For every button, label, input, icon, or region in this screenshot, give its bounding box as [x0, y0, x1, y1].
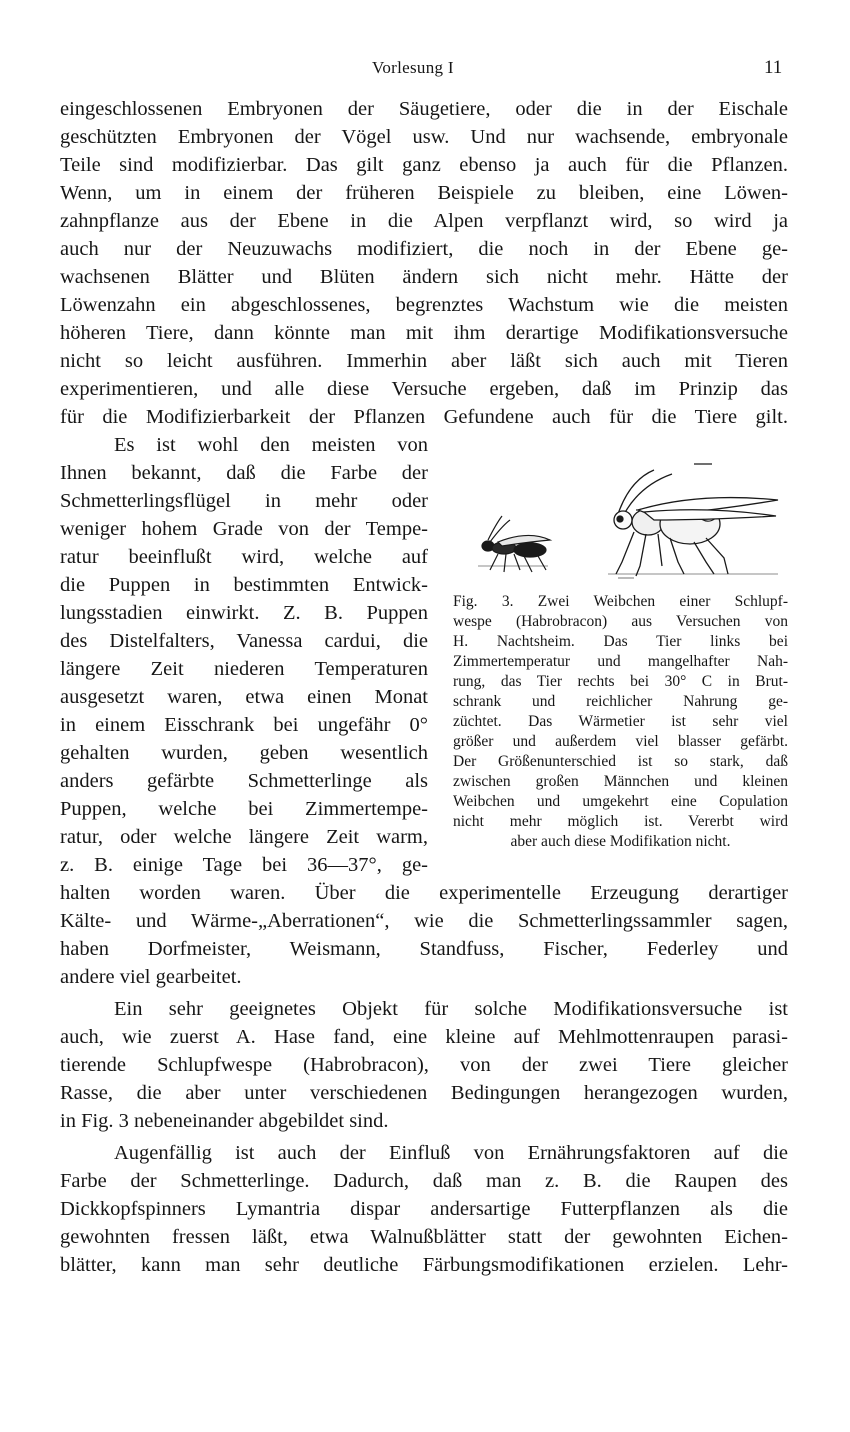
text-line: in einem Eisschrank bei ungefähr 0°: [60, 714, 428, 736]
text-line: Schmetterlingsflügel in mehr oder: [60, 490, 428, 512]
text-line: Rasse, die aber unter verschiedenen Bedingungen herangezogen wurden,: [60, 1082, 788, 1104]
text-line: zahnpflanze aus der Ebene in die Alpen verpflanzt wird, so wird ja: [60, 210, 788, 232]
text-line: weniger hohem Grade von der Tempe-: [60, 518, 428, 540]
caption-line: Der Größenunterschied ist so stark, daß: [453, 753, 788, 770]
text-line: nicht so leicht ausführen. Immerhin aber läßt sich auch mit Tieren: [60, 350, 788, 372]
text-line: längere Zeit niederen Temperaturen: [60, 658, 428, 680]
text-line: Ihnen bekannt, daß die Farbe der: [60, 462, 428, 484]
caption-line: größer und außerdem viel blasser gefärbt.: [453, 733, 788, 750]
text-line: Es ist wohl den meisten von: [114, 434, 428, 456]
text-line: z. B. einige Tage bei 36—37°, ge-: [60, 854, 428, 876]
text-line: Wenn, um in einem der früheren Beispiele zu bleiben, eine Löwen-: [60, 182, 788, 204]
text-line: ausgesetzt waren, etwa einen Monat: [60, 686, 428, 708]
text-line: geschützten Embryonen der Vögel usw. Und nur wachsende, embryonale: [60, 126, 788, 148]
text-line: ratur beeinflußt wird, welche auf: [60, 546, 428, 568]
caption-line: zwischen großen Männchen und kleinen: [453, 773, 788, 790]
text-line: Löwenzahn ein abgeschlossenes, begrenztes Wachstum wie die meisten: [60, 294, 788, 316]
running-head: Vorlesung I: [372, 58, 454, 77]
text-line: höheren Tiere, dann könnte man mit ihm derartige Modifikationsversuche: [60, 322, 788, 344]
text-line: in Fig. 3 nebeneinander abgebildet sind.: [60, 1110, 389, 1132]
text-line: andere viel gearbeitet.: [60, 966, 242, 988]
large-wasp-illustration: [608, 464, 778, 578]
text-line: Teile sind modifizierbar. Das gilt ganz ebenso ja auch für die Pflanzen.: [60, 154, 788, 176]
text-line: gehalten wurden, geben wesentlich: [60, 742, 428, 764]
text-line: experimentieren, und alle diese Versuche ergeben, daß im Prinzip das: [60, 378, 788, 400]
caption-line: Weibchen und umgekehrt eine Copulation: [453, 793, 788, 810]
text-line: die Puppen in bestimmten Entwick-: [60, 574, 428, 596]
caption-line: Zimmertemperatur und mangelhafter Nah-: [453, 653, 788, 670]
small-wasp-illustration: [478, 516, 550, 572]
caption-line: aber auch diese Modifikation nicht.: [510, 833, 731, 850]
text-line: lungsstadien einwirkt. Z. B. Puppen: [60, 602, 428, 624]
text-line: Dickkopfspinners Lymantria dispar andersartige Futterpflanzen als die: [60, 1198, 788, 1220]
caption-line: nicht mehr möglich ist. Vererbt wird: [453, 813, 788, 830]
text-line: Ein sehr geeignetes Objekt für solche Modifikationsversuche ist: [114, 998, 788, 1020]
text-line: Kälte- und Wärme-„Aberrationen“, wie die Schmetterlingssammler sagen,: [60, 910, 788, 932]
text-line: für die Modifizierbarkeit der Pflanzen Gefundene auch für die Tiere gilt.: [60, 406, 788, 428]
page-number: 11: [764, 57, 783, 78]
caption-line: züchtet. Das Wärmetier ist sehr viel: [453, 713, 788, 730]
text-line: Augenfällig ist auch der Einfluß von Ernährungsfaktoren auf die: [114, 1142, 788, 1164]
text-line: Farbe der Schmetterlinge. Dadurch, daß man z. B. die Raupen des: [60, 1170, 788, 1192]
caption-line: H. Nachtsheim. Das Tier links bei: [453, 633, 788, 650]
text-line: auch nur der Neuzuwachs modifiziert, die noch in der Ebene ge-: [60, 238, 788, 260]
caption-line: wespe (Habrobracon) aus Versuchen von: [453, 613, 788, 630]
text-line: ratur, oder welche längere Zeit warm,: [60, 826, 428, 848]
text-line: Puppen, welche bei Zimmertempe-: [60, 798, 428, 820]
text-line: blätter, kann man sehr deutliche Färbungsmodifikationen erzielen. Lehr-: [60, 1254, 788, 1276]
figure-wasps: [458, 462, 798, 592]
caption-line: schrank und reichlicher Nahrung ge-: [453, 693, 788, 710]
text-line: des Distelfalters, Vanessa cardui, die: [60, 630, 428, 652]
text-line: auch, wie zuerst A. Hase fand, eine kleine auf Mehlmottenraupen parasi-: [60, 1026, 788, 1048]
caption-line: rung, das Tier rechts bei 30° C in Brut-: [453, 673, 788, 690]
text-line: haben Dorfmeister, Weismann, Standfuss, Fischer, Federley und: [60, 938, 788, 960]
text-line: tierende Schlupfwespe (Habrobracon), von der zwei Tiere gleicher: [60, 1054, 788, 1076]
caption-line: Fig. 3. Zwei Weibchen einer Schlupf-: [453, 593, 788, 610]
text-line: wachsenen Blätter und Blüten ändern sich nicht mehr. Hätte der: [60, 266, 788, 288]
text-line: anders gefärbte Schmetterlinge als: [60, 770, 428, 792]
text-line: gewohnten fressen läßt, etwa Walnußblätter statt der gewohnten Eichen-: [60, 1226, 788, 1248]
text-line: halten worden waren. Über die experimentelle Erzeugung derartiger: [60, 882, 788, 904]
text-line: eingeschlossenen Embryonen der Säugetiere, oder die in der Eischale: [60, 98, 788, 120]
